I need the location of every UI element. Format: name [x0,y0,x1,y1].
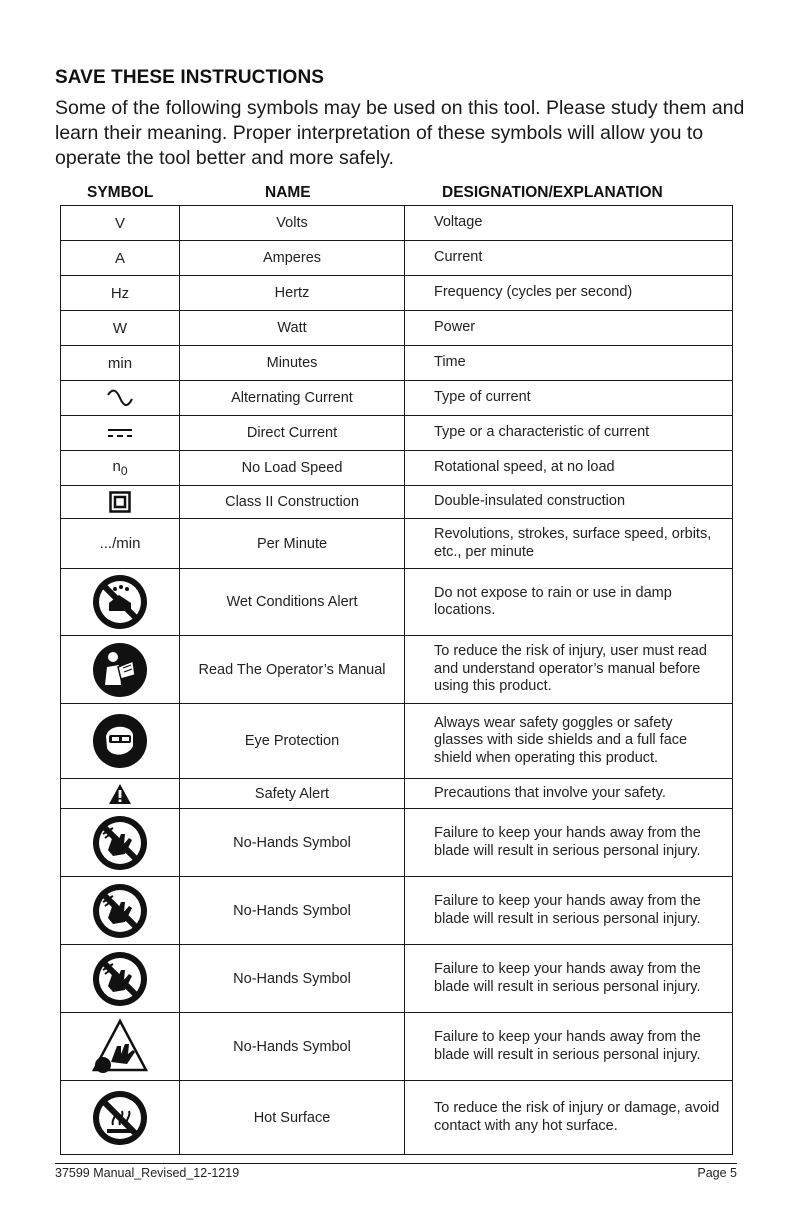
symbol-cell [61,381,180,416]
designation-cell: To reduce the risk of injury or damage, avoid contact with any hot surface. [405,1081,733,1155]
symbol-text: A [114,249,125,267]
symbol-text: Hz [110,284,130,302]
symbol-cell [61,276,180,311]
column-header-name: NAME [265,184,311,201]
name-cell: Class II Construction [180,486,405,519]
table-row [61,704,733,779]
name-cell: No Load Speed [180,451,405,486]
symbol-cell [61,809,180,877]
designation-cell: Revolutions, strokes, surface speed, orbits, etc., per minute [405,519,733,569]
symbol-cell [61,311,180,346]
symbol-cell [61,346,180,381]
symbol-text: n [112,458,121,476]
name-cell: Per Minute [180,519,405,569]
symbol-text: min [107,354,133,372]
designation-cell: Always wear safety goggles or safety glasses with side shields and a full face shield when operating this product. [405,704,733,779]
symbol-text: V [114,214,125,232]
column-header-designation: DESIGNATION/EXPLANATION [442,184,663,201]
designation-cell: Do not expose to rain or use in damp locations. [405,569,733,636]
intro-paragraph: Some of the following symbols may be used on this tool. Please study them and learn their meaning. Proper interpretation of these symbols will allow you to operate the tool better and more safely. [55,97,745,169]
direct-current-icon [61,426,179,440]
symbol-subscript: 0 [120,463,128,478]
name-cell: No-Hands Symbol [180,1013,405,1081]
designation-cell: Power [405,311,733,346]
symbol-text: W [112,319,128,337]
designation-cell: Failure to keep your hands away from the blade will result in serious personal injury. [405,1013,733,1081]
table-row [61,1081,733,1155]
table-row [61,809,733,877]
alternating-current-icon [61,389,179,407]
symbol-cell [61,519,180,569]
name-cell: No-Hands Symbol [180,809,405,877]
eye-protection-icon [61,712,179,770]
column-header-symbol: SYMBOL [87,184,154,201]
table-row [61,381,733,416]
symbol-cell [61,206,180,241]
name-cell: No-Hands Symbol [180,945,405,1013]
name-cell: Wet Conditions Alert [180,569,405,636]
symbol-cell [61,1013,180,1081]
table-row [61,486,733,519]
name-cell: Volts [180,206,405,241]
no-hands-icon [61,950,179,1008]
table-row [61,206,733,241]
designation-cell: Failure to keep your hands away from the blade will result in serious personal injury. [405,809,733,877]
designation-cell: Voltage [405,206,733,241]
table-row [61,1013,733,1081]
safety-alert-icon [61,783,179,805]
table-row [61,311,733,346]
designation-cell: Frequency (cycles per second) [405,276,733,311]
footer-divider [55,1163,737,1164]
read-manual-icon [61,641,179,699]
symbol-cell [61,945,180,1013]
symbol-cell [61,1081,180,1155]
symbol-cell [61,569,180,636]
symbol-text: .../min [99,535,141,552]
designation-cell: Failure to keep your hands away from the blade will result in serious personal injury. [405,945,733,1013]
footer-document-id: 37599 Manual_Revised_12-1219 [55,1166,240,1180]
name-cell: Direct Current [180,416,405,451]
footer-page-number: Page 5 [697,1166,737,1180]
name-cell: Amperes [180,241,405,276]
page-title: SAVE THESE INSTRUCTIONS [55,67,325,88]
symbols-table [60,205,733,1155]
designation-cell: Precautions that involve your safety. [405,779,733,809]
table-row [61,346,733,381]
no-hands-icon [61,814,179,872]
table-row [61,636,733,704]
name-cell: No-Hands Symbol [180,877,405,945]
symbol-cell [61,241,180,276]
designation-cell: Current [405,241,733,276]
name-cell: Safety Alert [180,779,405,809]
name-cell: Read The Operator’s Manual [180,636,405,704]
designation-cell: Double-insulated construction [405,486,733,519]
table-row [61,877,733,945]
symbol-cell [61,877,180,945]
symbol-cell [61,486,180,519]
name-cell: Watt [180,311,405,346]
symbol-cell [61,779,180,809]
table-row [61,276,733,311]
name-cell: Minutes [180,346,405,381]
table-row [61,569,733,636]
no-hands-icon [61,882,179,940]
designation-cell: Type of current [405,381,733,416]
table-row [61,241,733,276]
name-cell: Hertz [180,276,405,311]
name-cell: Eye Protection [180,704,405,779]
table-row [61,779,733,809]
name-cell: Alternating Current [180,381,405,416]
designation-cell: Failure to keep your hands away from the blade will result in serious personal injury. [405,877,733,945]
no-hands-warning-icon [61,1018,179,1076]
table-row [61,519,733,569]
symbol-cell [61,704,180,779]
designation-cell: Time [405,346,733,381]
name-cell: Hot Surface [180,1081,405,1155]
table-row [61,451,733,486]
table-row [61,416,733,451]
wet-conditions-icon [61,573,179,631]
designation-cell: Rotational speed, at no load [405,451,733,486]
symbol-cell [61,416,180,451]
table-row [61,945,733,1013]
symbol-cell [61,451,180,486]
class-ii-construction-icon [61,491,179,513]
designation-cell: Type or a characteristic of current [405,416,733,451]
designation-cell: To reduce the risk of injury, user must read and understand operator’s manual before using this product. [405,636,733,704]
hot-surface-icon [61,1089,179,1147]
symbol-cell [61,636,180,704]
